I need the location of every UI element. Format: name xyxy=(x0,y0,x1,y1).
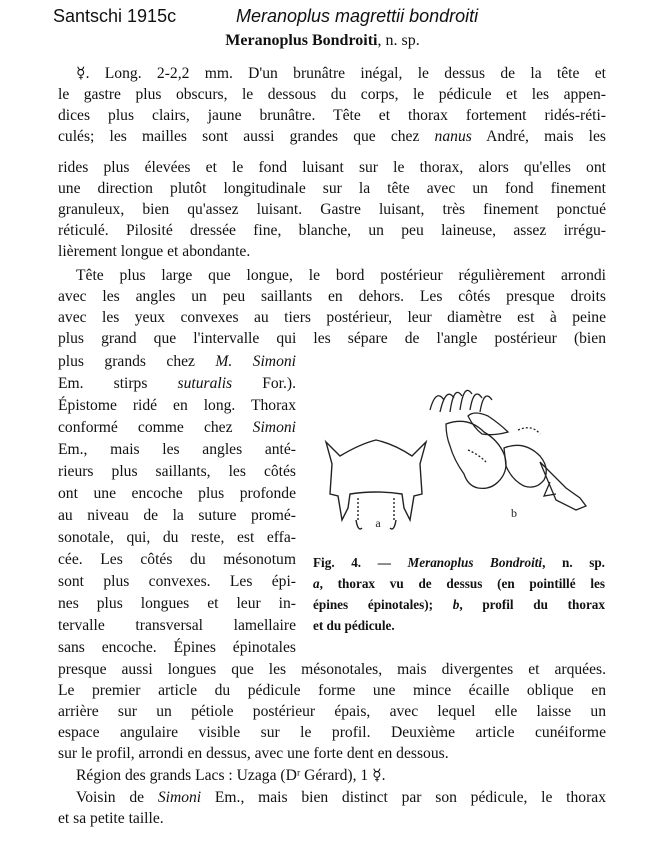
body-line: sont plus convexes. Les épi- xyxy=(58,573,296,590)
body-line: culés; les mailles sont aussi grandes que chez nanus André, mais les xyxy=(58,128,606,145)
header-taxon-name: Meranoplus magrettii bondroiti xyxy=(236,6,479,26)
body-line: nes plus longues et leur in- xyxy=(58,595,296,612)
body-line: Épistome ridé en long. Thorax xyxy=(58,397,296,414)
body-line: conformé comme chez Simoni xyxy=(58,419,296,436)
body-line: réticulé. Pilosité dressée fine, blanche, un peu laineuse, assez irrégu- xyxy=(58,222,606,239)
header-author-year: Santschi 1915c xyxy=(53,6,177,26)
body-line: lièrement longue et abondante. xyxy=(58,243,251,260)
body-line: cée. Les côtés du mésonotum xyxy=(58,551,296,568)
body-line: rieurs plus saillants, les côtés xyxy=(58,463,296,480)
body-line: ☿. Long. 2-2,2 mm. D'un brunâtre inégal, le dessus de la tête et xyxy=(76,65,606,82)
body-line: et sa petite taille. xyxy=(58,810,164,827)
body-line: dices plus clairs, jaune brunâtre. Tête et thorax fortement ridés-réti- xyxy=(58,107,606,124)
body-line: espace angulaire visible sur le profil. Deuxième article cunéiforme xyxy=(58,724,606,741)
body-line: granuleux, bien qu'assez luisant. Gastre luisant, très finement ponctué xyxy=(58,201,606,218)
taxon-name: Simoni xyxy=(157,789,202,806)
figure-label-a: a xyxy=(375,516,381,530)
body-line: rides plus élevées et le fond luisant sur le thorax, alors qu'elles ont xyxy=(58,159,606,176)
body-line: plus grand que l'intervalle qui les sépare de l'angle postérieur (bien xyxy=(58,330,606,347)
body-line: arrière sur un pétiole postérieur épais, avec lequel elle laisse un xyxy=(58,703,606,720)
taxon-name: nanus xyxy=(434,128,472,145)
taxon-name: suturalis xyxy=(177,375,233,392)
body-line: sur le profil, arrondi en dessus, avec une forte dent en dessous. xyxy=(58,745,449,762)
figure-caption-line: a, thorax vu de dessus (en pointillé les xyxy=(313,576,605,591)
taxon-name: Meranoplus Bondroiti xyxy=(407,555,543,570)
body-line: sans encoche. Épines épinotales xyxy=(58,639,296,656)
body-line: Em. stirps suturalis For.). xyxy=(58,375,296,392)
body-line: au niveau de la suture promé- xyxy=(58,507,296,524)
taxon-name: M. Simoni xyxy=(215,353,296,370)
body-line: presque aussi longues que les mésonotales, mais divergentes et arquées. xyxy=(58,661,606,678)
locality-line: Région des grands Lacs : Uzaga (Dʳ Gérard), 1 ☿. xyxy=(76,767,386,784)
species-name: Meranoplus Bondroiti xyxy=(225,32,378,49)
body-line: ont une encoche plus profonde xyxy=(58,485,296,502)
species-suffix: , n. sp. xyxy=(377,32,420,49)
body-line: le gastre plus obscurs, le dessous du corps, le pédicule et les appen- xyxy=(58,86,606,103)
body-line: Voisin de Simoni Em., mais bien distinct par son pédicule, le thorax xyxy=(76,789,606,806)
body-line: tervalle transversal lamellaire xyxy=(58,617,296,634)
figure-caption-line: et du pédicule. xyxy=(313,618,395,633)
figure-caption-line: épines épinotales); b, profil du thorax xyxy=(313,597,605,612)
body-line: avec les yeux convexes au tiers postérieur, leur diamètre est à peine xyxy=(58,309,606,326)
body-line: Le premier article du pédicule forme une mince écaille oblique en xyxy=(58,682,606,699)
body-line: avec les angles un peu saillants en dehors. Les côtés presque droits xyxy=(58,288,606,305)
figure-label-b: b xyxy=(511,506,517,520)
species-title xyxy=(0,32,645,50)
figure-caption-line: Fig. 4. — Meranoplus Bondroiti, n. sp. xyxy=(313,555,605,570)
body-line: Em., mais les angles anté- xyxy=(58,441,296,458)
body-line: Tête plus large que longue, le bord postérieur régulièrement arrondi xyxy=(76,267,606,284)
thorax-profile-view xyxy=(430,390,586,510)
body-line: une direction plutôt longitudinale sur la tête avec un fond finement xyxy=(58,180,606,197)
body-line: plus grands chez M. Simoni xyxy=(58,353,296,370)
body-line: sonotale, qui, du reste, est effa- xyxy=(58,529,296,546)
figure-4-drawing xyxy=(318,370,608,550)
taxon-name: Simoni xyxy=(252,419,296,436)
